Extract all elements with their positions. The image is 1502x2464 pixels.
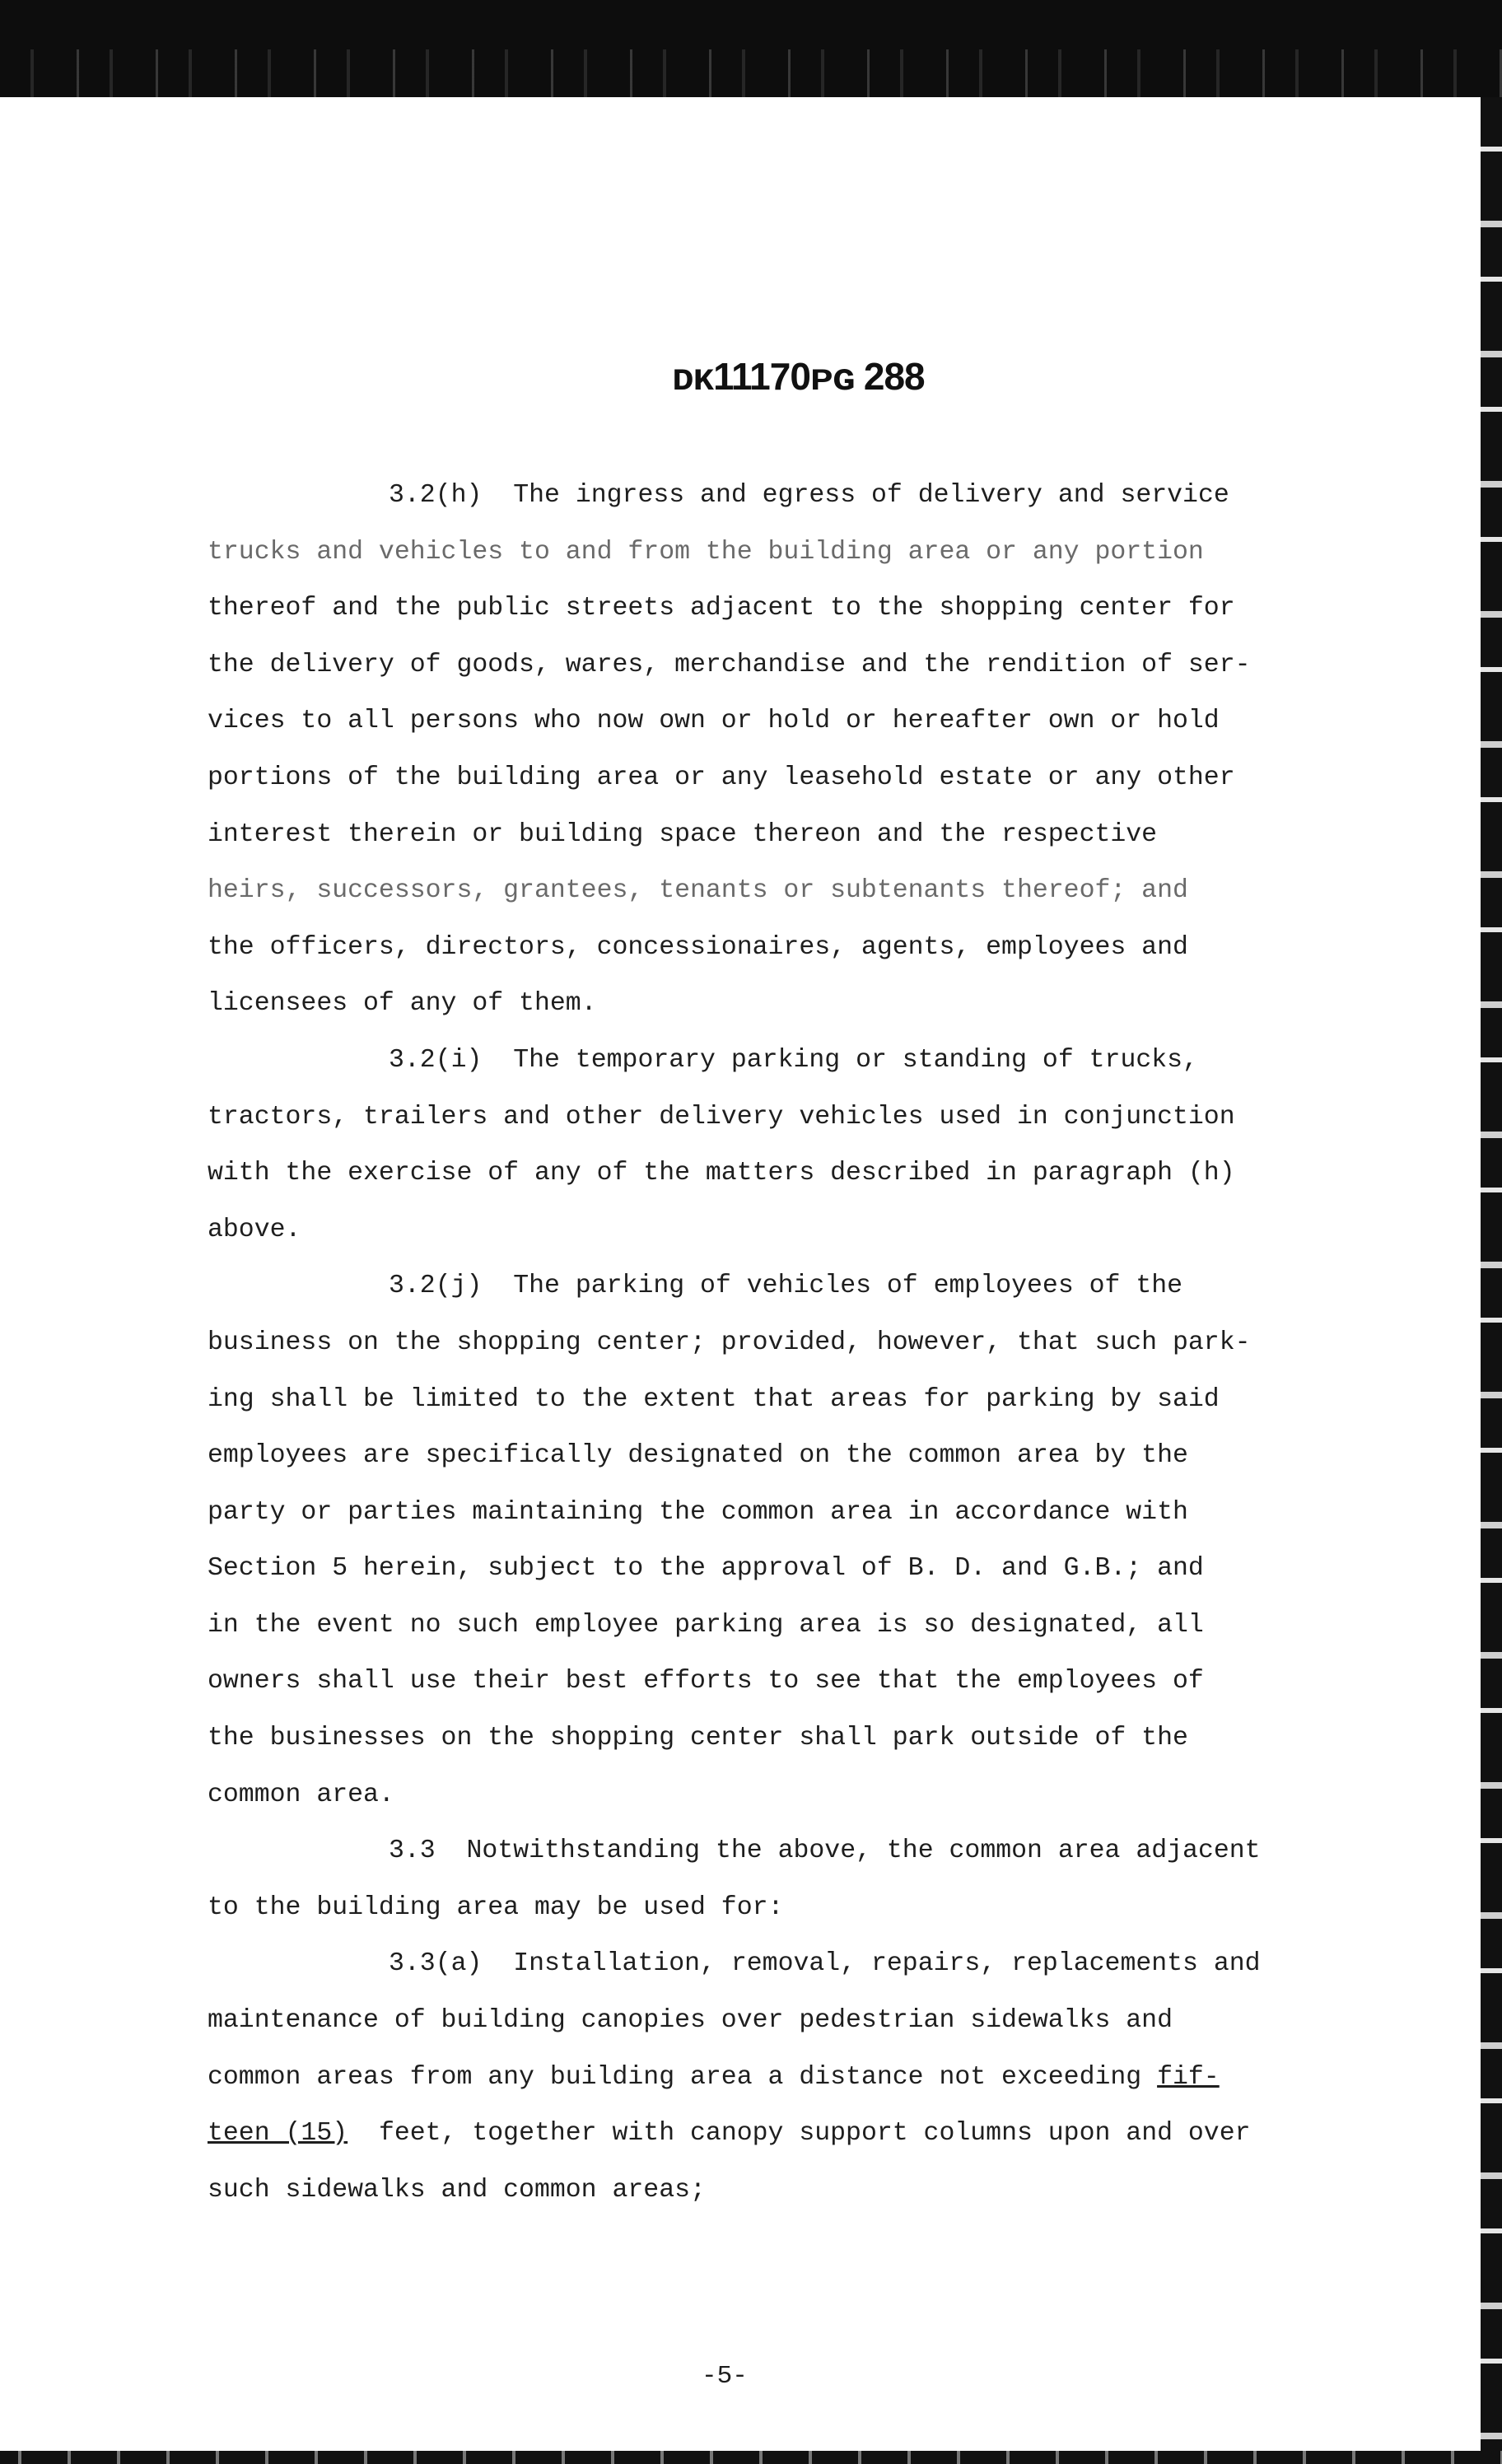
book-page-reference: ᴅᴋ11170ᴘɢ 288: [672, 355, 925, 398]
text-line-content: party or parties maintaining the common area in accordance with: [208, 1497, 1188, 1527]
text-line-content: portions of the building area or any leasehold estate or any other: [208, 763, 1235, 792]
text-line: [208, 1372, 1377, 1429]
text-line-content: tractors, trailers and other delivery vehicles used in conjunction: [208, 1102, 1235, 1132]
text-line-content: the businesses on the shopping center shall park outside of the: [208, 1724, 1188, 1753]
text-line-continuation: feet, together with canopy support columns upon and over: [348, 2119, 1251, 2149]
text-line: [208, 863, 1377, 920]
text-line-content: common areas from any building area a distance not exceeding: [208, 2062, 1158, 2092]
text-line: [208, 1258, 1377, 1315]
text-line: [208, 1541, 1377, 1598]
text-line: [208, 1993, 1377, 2050]
text-line-content: interest therein or building space thereon and the respective: [208, 819, 1158, 849]
text-line-content: 3.3 Notwithstanding the above, the common area adjacent: [389, 1836, 1261, 1866]
text-line: [208, 525, 1377, 581]
text-line-content: Section 5 herein, subject to the approval of B. D. and G.B.; and: [208, 1554, 1204, 1584]
text-line: [208, 1598, 1377, 1654]
text-line-content: in the event no such employee parking area is so designated, all: [208, 1610, 1204, 1640]
text-line: [208, 1710, 1377, 1767]
scan-edge-bottom: [0, 2451, 1502, 2464]
text-line: [208, 2050, 1377, 2107]
text-line: [208, 2106, 1377, 2163]
filled-blank: teen (15): [208, 2119, 348, 2149]
text-line: [208, 750, 1377, 807]
text-line: [208, 1090, 1377, 1146]
text-line: [208, 807, 1377, 864]
text-line: [208, 920, 1377, 977]
text-line: [208, 1033, 1377, 1090]
text-line-content: 3.2(j) The parking of vehicles of employees of the: [389, 1272, 1183, 1301]
text-line-content: 3.2(h) The ingress and egress of delivery and service: [389, 481, 1229, 510]
text-line-content: such sidewalks and common areas;: [208, 2175, 706, 2205]
text-line-content: licensees of any of them.: [208, 989, 597, 1019]
text-line-content: employees are specifically designated on the common area by the: [208, 1441, 1188, 1471]
text-line-content: above.: [208, 1215, 301, 1244]
text-line-content: 3.3(a) Installation, removal, repairs, replacements and: [389, 1949, 1261, 1979]
text-line-content: to the building area may be used for:: [208, 1892, 784, 1922]
text-line: [208, 637, 1377, 694]
text-line: [208, 1880, 1377, 1937]
filled-blank: fif-: [1157, 2062, 1220, 2092]
text-line-content: common area.: [208, 1780, 394, 1809]
text-line: [208, 468, 1377, 525]
text-line: [208, 1315, 1377, 1372]
text-line-content: the officers, directors, concessionaires, agents, employees and: [208, 932, 1188, 962]
text-line-content: trucks and vehicles to and from the building area or any portion: [208, 537, 1204, 567]
scan-edge-right: [1481, 97, 1502, 2464]
text-line-content: owners shall use their best efforts to see that the employees of: [208, 1667, 1204, 1696]
text-line-content: vices to all persons who now own or hold or hereafter own or hold: [208, 707, 1220, 736]
text-line: [208, 693, 1377, 750]
text-line: [208, 1485, 1377, 1542]
text-line: [208, 2163, 1377, 2219]
text-line-content: thereof and the public streets adjacent to the shopping center for: [208, 594, 1235, 623]
scan-edge-top: [0, 0, 1502, 97]
text-line: [208, 1202, 1377, 1259]
text-line: [208, 1428, 1377, 1485]
text-line-content: heirs, successors, grantees, tenants or subtenants thereof; and: [208, 876, 1188, 906]
page-number: -5-: [702, 2362, 748, 2391]
text-line: [208, 1146, 1377, 1202]
text-line: [208, 1767, 1377, 1824]
text-line-content: 3.2(i) The temporary parking or standing of trucks,: [389, 1045, 1198, 1075]
text-line-content: ing shall be limited to the extent that areas for parking by said: [208, 1384, 1220, 1414]
document-body: [208, 468, 1377, 2219]
text-line-content: the delivery of goods, wares, merchandise and the rendition of ser-: [208, 650, 1251, 679]
text-line-content: maintenance of building canopies over pedestrian sidewalks and: [208, 2006, 1173, 2036]
text-line-content: business on the shopping center; provided, however, that such park-: [208, 1328, 1251, 1357]
text-line: [208, 1823, 1377, 1880]
text-line: [208, 1654, 1377, 1710]
text-line: [208, 581, 1377, 637]
text-line: [208, 976, 1377, 1033]
text-line: [208, 1936, 1377, 1993]
text-line-content: with the exercise of any of the matters described in paragraph (h): [208, 1159, 1235, 1188]
